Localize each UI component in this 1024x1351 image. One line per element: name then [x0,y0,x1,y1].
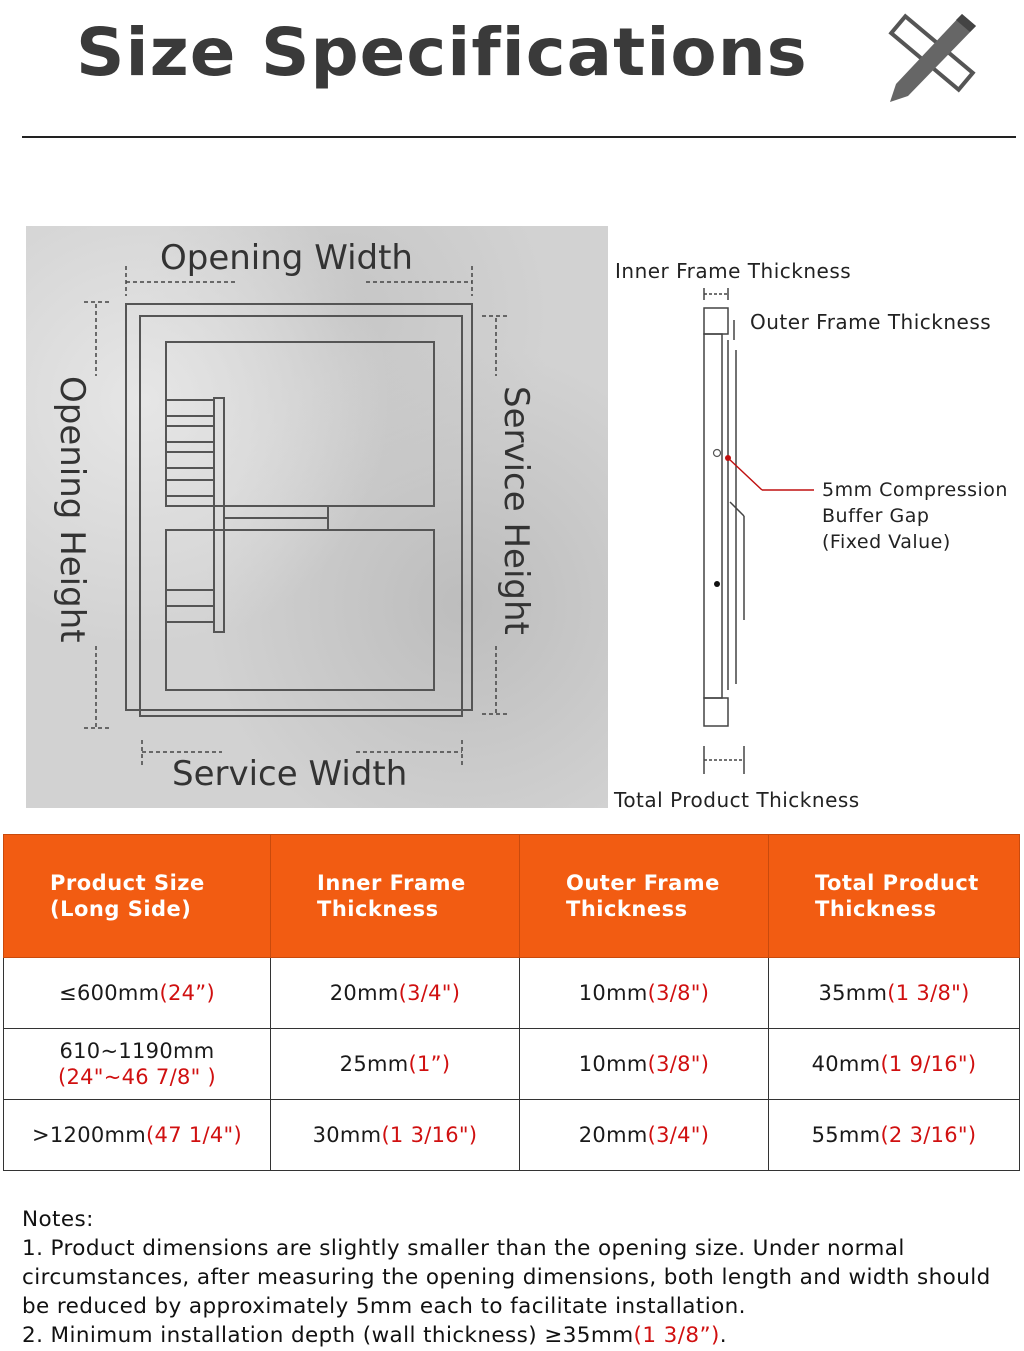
table-cell: ≤600mm(24”) [4,958,271,1029]
table-row [4,958,1020,1029]
opening-width-label: Opening Width [160,238,413,278]
note-2: 2. Minimum installation depth (wall thickness) ≥35mm(1 3/8”). [22,1323,728,1348]
table-row [4,1029,1020,1100]
outer-frame-thickness-label: Outer Frame Thickness [750,310,992,334]
table-header-row [4,835,1020,958]
service-height-label: Service Height [496,386,536,635]
service-width-label: Service Width [172,754,408,794]
ruler-pencil-icon [878,4,990,104]
table-cell: 30mm(1 3/16") [271,1100,520,1171]
table-cell: 35mm(1 3/8") [769,958,1020,1029]
table-cell: 10mm(3/8") [520,958,769,1029]
buffer-gap-label: 5mm Compression Buffer Gap (Fixed Value) [822,479,1008,553]
title-divider [22,136,1016,138]
table-cell: >1200mm(47 1/4") [4,1100,271,1171]
spec-table [3,834,1020,1171]
notes-heading: Notes: [22,1207,94,1232]
header-outer-frame: Outer Frame Thickness [520,835,769,958]
header-total-thickness: Total Product Thickness [769,835,1020,958]
table-cell: 40mm(1 9/16") [769,1029,1020,1100]
table-cell: 20mm(3/4") [520,1100,769,1171]
table-cell: 10mm(3/8") [520,1029,769,1100]
total-product-thickness-label: Total Product Thickness [614,788,860,812]
access-panel-diagram [26,226,608,808]
header-product-size: Product Size (Long Side) [4,835,271,958]
header-inner-frame: Inner Frame Thickness [271,835,520,958]
table-cell: 610~1190mm (24"~46 7/8" ) [4,1029,271,1100]
note-1: 1. Product dimensions are slightly smaller than the opening size. Under normal circumstances, after measuring the opening dimensions, both length and width should be reduced by approximately 5mm each to facilitate installation. [22,1236,991,1319]
inner-frame-thickness-label: Inner Frame Thickness [615,259,852,283]
table-cell: 20mm(3/4") [271,958,520,1029]
page-title: Size Specifications [76,14,808,91]
table-cell: 25mm(1”) [271,1029,520,1100]
table-cell: 55mm(2 3/16") [769,1100,1020,1171]
notes-section [22,1205,1012,1350]
opening-height-label: Opening Height [52,376,92,643]
table-row [4,1100,1020,1171]
